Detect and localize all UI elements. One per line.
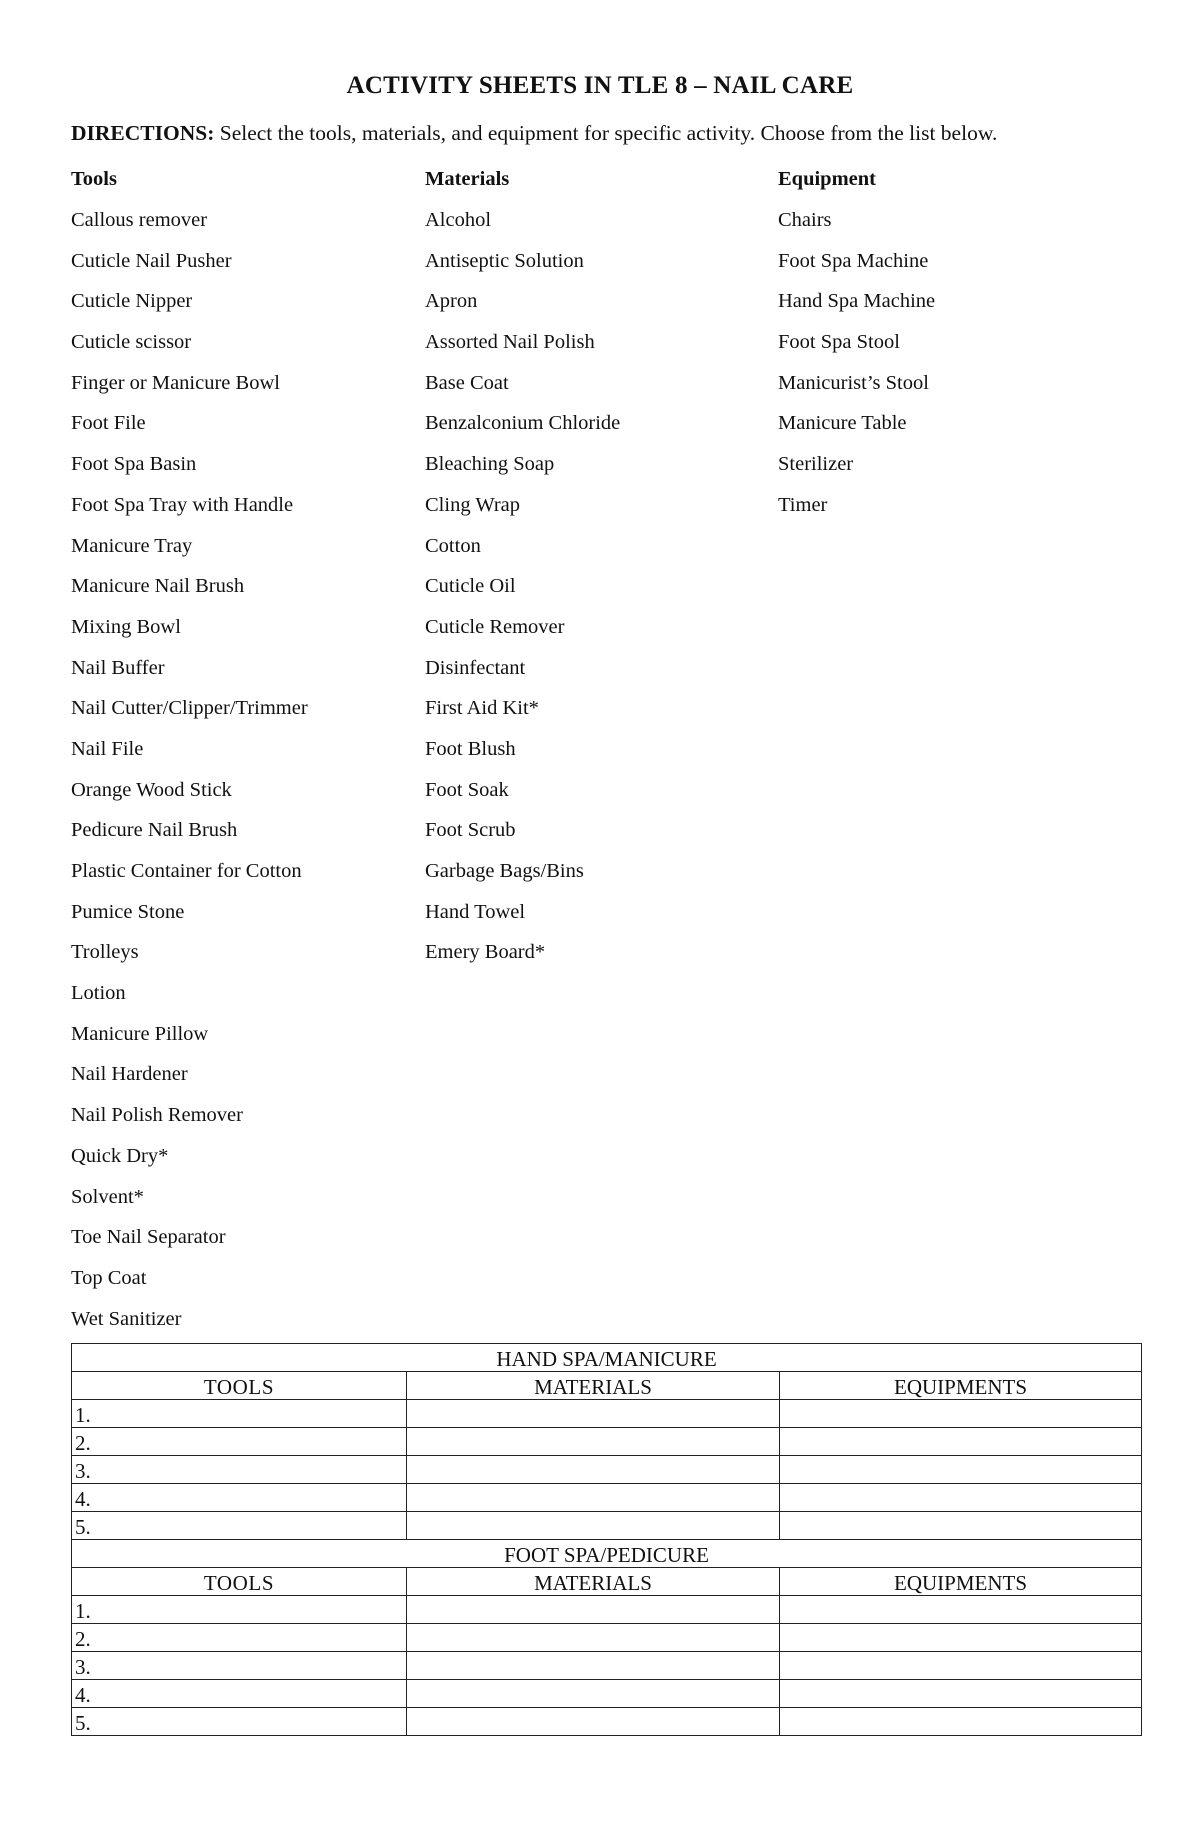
list-item: Nail Polish Remover <box>71 1104 243 1127</box>
tools-list <box>71 205 308 1344</box>
equipment-heading: Equipment <box>778 168 876 190</box>
list-item: Quick Dry* <box>71 1144 169 1167</box>
row-number-cell: 1. <box>72 1596 407 1624</box>
answer-cell[interactable] <box>780 1512 1142 1540</box>
answer-cell[interactable] <box>780 1624 1142 1652</box>
list-item: Foot Spa Stool <box>778 331 900 354</box>
table-row <box>72 1652 1142 1680</box>
materials-heading: Materials <box>425 168 510 190</box>
answer-cell[interactable] <box>407 1596 780 1624</box>
foot-spa-table <box>71 1539 1142 1736</box>
answer-cell[interactable] <box>780 1680 1142 1708</box>
list-item: Foot Scrub <box>425 819 516 842</box>
answer-cell[interactable] <box>780 1484 1142 1512</box>
answer-cell[interactable] <box>407 1708 780 1736</box>
directions-label: DIRECTIONS: <box>71 121 215 145</box>
answer-cell[interactable] <box>780 1652 1142 1680</box>
list-item: Base Coat <box>425 371 509 394</box>
answer-cell[interactable] <box>407 1484 780 1512</box>
list-item: Assorted Nail Polish <box>425 331 595 354</box>
list-item: Orange Wood Stick <box>71 778 232 801</box>
row-number-cell: 2. <box>72 1428 407 1456</box>
table-section-title: FOOT SPA/PEDICURE <box>72 1540 1142 1568</box>
list-item: Manicure Nail Brush <box>71 575 245 598</box>
list-item: Hand Spa Machine <box>778 290 936 313</box>
list-item: Plastic Container for Cotton <box>71 860 302 882</box>
list-item: Cling Wrap <box>425 493 521 516</box>
table-row <box>72 1624 1142 1652</box>
list-item: Mixing Bowl <box>71 615 181 638</box>
column-header: MATERIALS <box>407 1372 780 1400</box>
table-row <box>72 1680 1142 1708</box>
list-item: Foot Soak <box>425 778 509 801</box>
list-item: Pedicure Nail Brush <box>71 819 238 842</box>
list-item: Foot Blush <box>425 737 516 760</box>
list-item: Sterilizer <box>778 453 854 476</box>
equipment-list <box>778 205 935 531</box>
list-item: Solvent* <box>71 1185 144 1208</box>
table-row <box>72 1512 1142 1540</box>
tools-column <box>71 164 308 1344</box>
table-title-row <box>72 1540 1142 1568</box>
table-row <box>72 1456 1142 1484</box>
column-header: TOOLS <box>72 1372 407 1400</box>
list-item: Antiseptic Solution <box>425 249 584 272</box>
list-item: Foot Spa Tray with Handle <box>71 493 294 516</box>
list-item: Cuticle Oil <box>425 575 516 598</box>
list-item: Benzalconium Chloride <box>425 412 621 435</box>
answer-cell[interactable] <box>407 1624 780 1652</box>
row-number-cell: 3. <box>72 1456 407 1484</box>
list-item: Callous remover <box>71 209 208 231</box>
list-item: Manicure Pillow <box>71 1022 209 1045</box>
row-number-cell: 4. <box>72 1680 407 1708</box>
row-number-cell: 5. <box>72 1512 407 1540</box>
list-item: Cuticle scissor <box>71 331 192 354</box>
row-number-cell: 2. <box>72 1624 407 1652</box>
answer-cell[interactable] <box>407 1400 780 1428</box>
list-item: Hand Towel <box>425 900 526 923</box>
list-item: Nail Cutter/Clipper/Trimmer <box>71 697 308 720</box>
list-item: Wet Sanitizer <box>71 1307 182 1330</box>
column-header: TOOLS <box>72 1568 407 1596</box>
row-number-cell: 4. <box>72 1484 407 1512</box>
answer-cell[interactable] <box>407 1428 780 1456</box>
list-item: Emery Board* <box>425 941 546 964</box>
list-item: Top Coat <box>71 1266 147 1289</box>
list-item: Cuticle Nipper <box>71 290 193 313</box>
list-item: Manicure Table <box>778 412 907 435</box>
list-item: Bleaching Soap <box>425 453 555 476</box>
table-row <box>72 1428 1142 1456</box>
list-item: Foot Spa Machine <box>778 249 929 272</box>
directions-text: Select the tools, materials, and equipment for specific activity. Choose from the list below. <box>214 121 998 145</box>
list-item: Chairs <box>778 209 832 231</box>
table-row <box>72 1708 1142 1736</box>
answer-cell[interactable] <box>407 1512 780 1540</box>
row-number-cell: 1. <box>72 1400 407 1428</box>
list-item: Cotton <box>425 534 481 557</box>
list-item: Toe Nail Separator <box>71 1226 226 1249</box>
column-header: EQUIPMENTS <box>780 1372 1142 1400</box>
list-item: Cuticle Nail Pusher <box>71 249 232 272</box>
materials-column <box>425 164 620 978</box>
list-item: Manicure Tray <box>71 534 193 557</box>
answer-cell[interactable] <box>780 1596 1142 1624</box>
page-title: ACTIVITY SHEETS IN TLE 8 – NAIL CARE <box>346 72 854 99</box>
list-item: Lotion <box>71 982 126 1005</box>
list-item: Nail File <box>71 737 144 760</box>
answer-cell[interactable] <box>780 1456 1142 1484</box>
list-item: Alcohol <box>425 209 492 231</box>
materials-list <box>425 205 620 978</box>
list-item: Disinfectant <box>425 656 526 679</box>
list-item: Nail Buffer <box>71 656 165 679</box>
list-item: Trolleys <box>71 941 139 964</box>
table-row <box>72 1596 1142 1624</box>
table-row <box>72 1484 1142 1512</box>
answer-cell[interactable] <box>780 1428 1142 1456</box>
list-item: Finger or Manicure Bowl <box>71 371 280 394</box>
answer-cell[interactable] <box>407 1680 780 1708</box>
list-item: Timer <box>778 493 828 516</box>
directions <box>71 121 1151 146</box>
answer-cell[interactable] <box>780 1400 1142 1428</box>
column-header: EQUIPMENTS <box>780 1568 1142 1596</box>
list-item: Foot File <box>71 412 146 435</box>
list-item: Apron <box>425 290 478 313</box>
tools-heading: Tools <box>71 168 117 190</box>
table-title-row <box>72 1344 1142 1372</box>
column-header: MATERIALS <box>407 1568 780 1596</box>
list-item: Pumice Stone <box>71 900 185 923</box>
answer-cell[interactable] <box>780 1708 1142 1736</box>
list-item: First Aid Kit* <box>425 697 539 720</box>
list-item: Garbage Bags/Bins <box>425 860 584 882</box>
row-number-cell: 5. <box>72 1708 407 1736</box>
row-number-cell: 3. <box>72 1652 407 1680</box>
answer-cell[interactable] <box>407 1652 780 1680</box>
list-item: Manicurist’s Stool <box>778 371 929 394</box>
table-section-title: HAND SPA/MANICURE <box>72 1344 1142 1372</box>
list-item: Nail Hardener <box>71 1063 188 1086</box>
list-item: Foot Spa Basin <box>71 453 197 476</box>
hand-spa-table <box>71 1343 1142 1540</box>
answer-cell[interactable] <box>407 1456 780 1484</box>
list-item: Cuticle Remover <box>425 615 565 638</box>
table-row <box>72 1400 1142 1428</box>
table-header-row <box>72 1568 1142 1596</box>
equipment-column <box>778 164 935 531</box>
table-header-row <box>72 1372 1142 1400</box>
